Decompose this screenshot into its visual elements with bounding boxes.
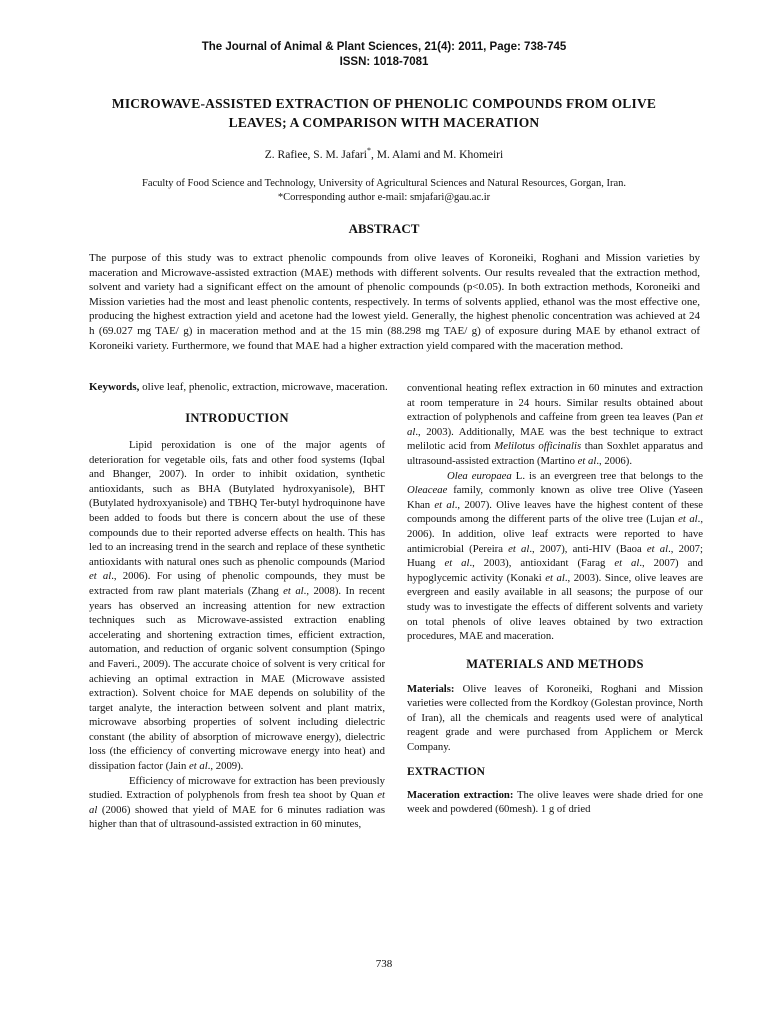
journal-header (0, 40, 768, 70)
abstract-heading: ABSTRACT (348, 221, 420, 236)
intro-paragraph-2: Efficiency of microwave for extraction has been previously studied. Extraction of polyphenols from fresh tea shoot by Quan et al (2006) showed that yield of MAE for 6 minutes radiation was higher than that of ultrasound-assisted extraction in 60 minutes, (89, 774, 385, 831)
author-list (0, 143, 768, 163)
keywords-list: olive leaf, phenolic, extraction, microwave, maceration. (139, 381, 388, 393)
corresponding-email: *Corresponding author e-mail: smjafari@gau.ac.ir (277, 191, 491, 203)
intro-paragraph-1: Lipid peroxidation is one of the major agents of deterioration for vegetable oils, fats and other food systems (Iqbal and Bhanger, 2007). In order to inhibit oxidation, synthetic antioxidants, such as BHA (Butylated hydroxyanisole), BHT (Butylated hydroxyanisole) and TBHQ Ter-butyl hydroquinone have been added to foods but there is concern about the use of these compounds due to their reported adverse effects on health. This has led to an increasing trend in the search and replace of these synthetic antioxidants with natural ones such as phenolic compounds (Mariod et al., 2006). For using of phenolic compounds, they must be extracted from raw plant materials (Zhang et al., 2008). In recent years has observed an increasing attention for new extraction techniques such as Microwave-assisted extraction enabling accelerating and shortening extraction times, efficient extraction, automation, and reduction of organic solvent consumption (Spingo and Faveri., 2009). The accurate choice of solvent is very critical for achieving an optimal extraction in MAE (Microwave assisted extraction). Solvent choice for MAE depends on solubility of the target analyte, the interaction between solvent and plant matrix, microwave absorbing properties of solvent including dielectric constant (the ability of absorption of microwave energy), dielectric loss (the efficiency of converting microwave energy into heat) and dissipation factor (Jain et al., 2009). (89, 439, 386, 773)
abstract-text: The purpose of this study was to extract phenolic compounds from olive leaves of Koroneiki, Roghani and Mission varieties by maceration and Microwave-assisted extraction (MAE) methods with different solvents. Our results revealed that the extraction method, solvent and variety had a significant effect on the amount of phenolic compounds (p<0.05). In both extraction methods, Koroneiki and Mission varieties had the most and least phenolic contents, respectively. In terms of solvents applied, ethanol was the most effective one, producing the highest extraction yield and acetone had the lowest yield. Generally, the highest phenolic concentration was achieved at 24 h (69.027 mg TAE/ g) in maceration method and at the 15 min (88.298 mg TAE/ g) of exposure during MAE by ethanol extract of Koroneiki variety. Furthermore, we found that MAE had a higher extraction yield compared with the maceration method. (89, 252, 700, 352)
introduction-heading: INTRODUCTION (185, 411, 289, 425)
keywords-label: Keywords, (89, 381, 140, 393)
maceration-label: Maceration extraction: (407, 788, 514, 801)
page-number: 738 (375, 958, 393, 970)
affiliation-institution: Faculty of Food Science and Technology, University of Agricultural Sciences and Natural Resources, Gorgan, Iran. (142, 178, 626, 189)
journal-issn: ISSN: 1018-7081 (339, 56, 429, 68)
methods-heading: MATERIALS AND METHODS (466, 656, 644, 671)
paper-title-line2: LEAVES; A COMPARISON WITH MACERATION (228, 115, 540, 130)
extraction-heading: EXTRACTION (407, 765, 485, 778)
corresponding-mark: * (366, 146, 371, 155)
journal-citation: The Journal of Animal & Plant Sciences, 21(4): 2011, Page: 738-745 (201, 41, 567, 53)
maceration-paragraph: Maceration extraction: The olive leaves were shade dried for one week and powdered (60mesh). 1 g of dried (407, 788, 703, 816)
paper-title-line1: MICROWAVE-ASSISTED EXTRACTION OF PHENOLIC COMPOUNDS FROM OLIVE (111, 96, 657, 111)
column-right (407, 381, 703, 817)
column-left (89, 400, 385, 832)
intro-paragraph-3: conventional heating reflex extraction in 60 minutes and extraction at room temperature in 24 hours. Similar results obtained about extraction of polyphenols and caffeine from green tea leaves (Pan et al., 2003). Additionally, MAE was the best technique to extract melilotic acid from Melilotus officinalis than Soxhlet apparatus and ultrasound-assisted extraction (Martino et al., 2006). (407, 382, 703, 467)
author-names-rest: , M. Alami and M. Khomeiri (370, 148, 504, 161)
affiliation (60, 177, 708, 204)
materials-label: Materials: (407, 682, 455, 695)
author-names-first: Z. Rafiee, S. M. Jafari (264, 148, 367, 161)
paper-title (80, 94, 688, 132)
materials-paragraph: Materials: Olive leaves of Koroneiki, Roghani and Mission varieties were collected from the Kordkoy (Golestan province, North of Iran), all the chemicals and reagents used were of analytical reagent grade and were purchased from Applichem or Merck Company. (407, 682, 703, 754)
intro-paragraph-4: Olea europaea L. is an evergreen tree that belongs to the Oleaceae family, commonly known as olive tree Olive (Yaseen Khan et al., 2007). Olive leaves have the highest content of these compounds among the different parts of the olive tree (Lujan et al., 2006). In addition, olive leaf extracts were reported to have antimicrobial (Pereira et al., 2007), anti-HIV (Baoa et al., 2007; Huang et al., 2003), antioxidant (Farag et al., 2007) and hypoglycemic activity (Konaki et al., 2003). Since, olive leaves are evergreen and easily available in all seasons; the purpose of our study was to investigate the effects of different solvents and variety on total phenols of olive leaves obtained by two extraction procedures, MAE and maceration. (407, 469, 704, 643)
